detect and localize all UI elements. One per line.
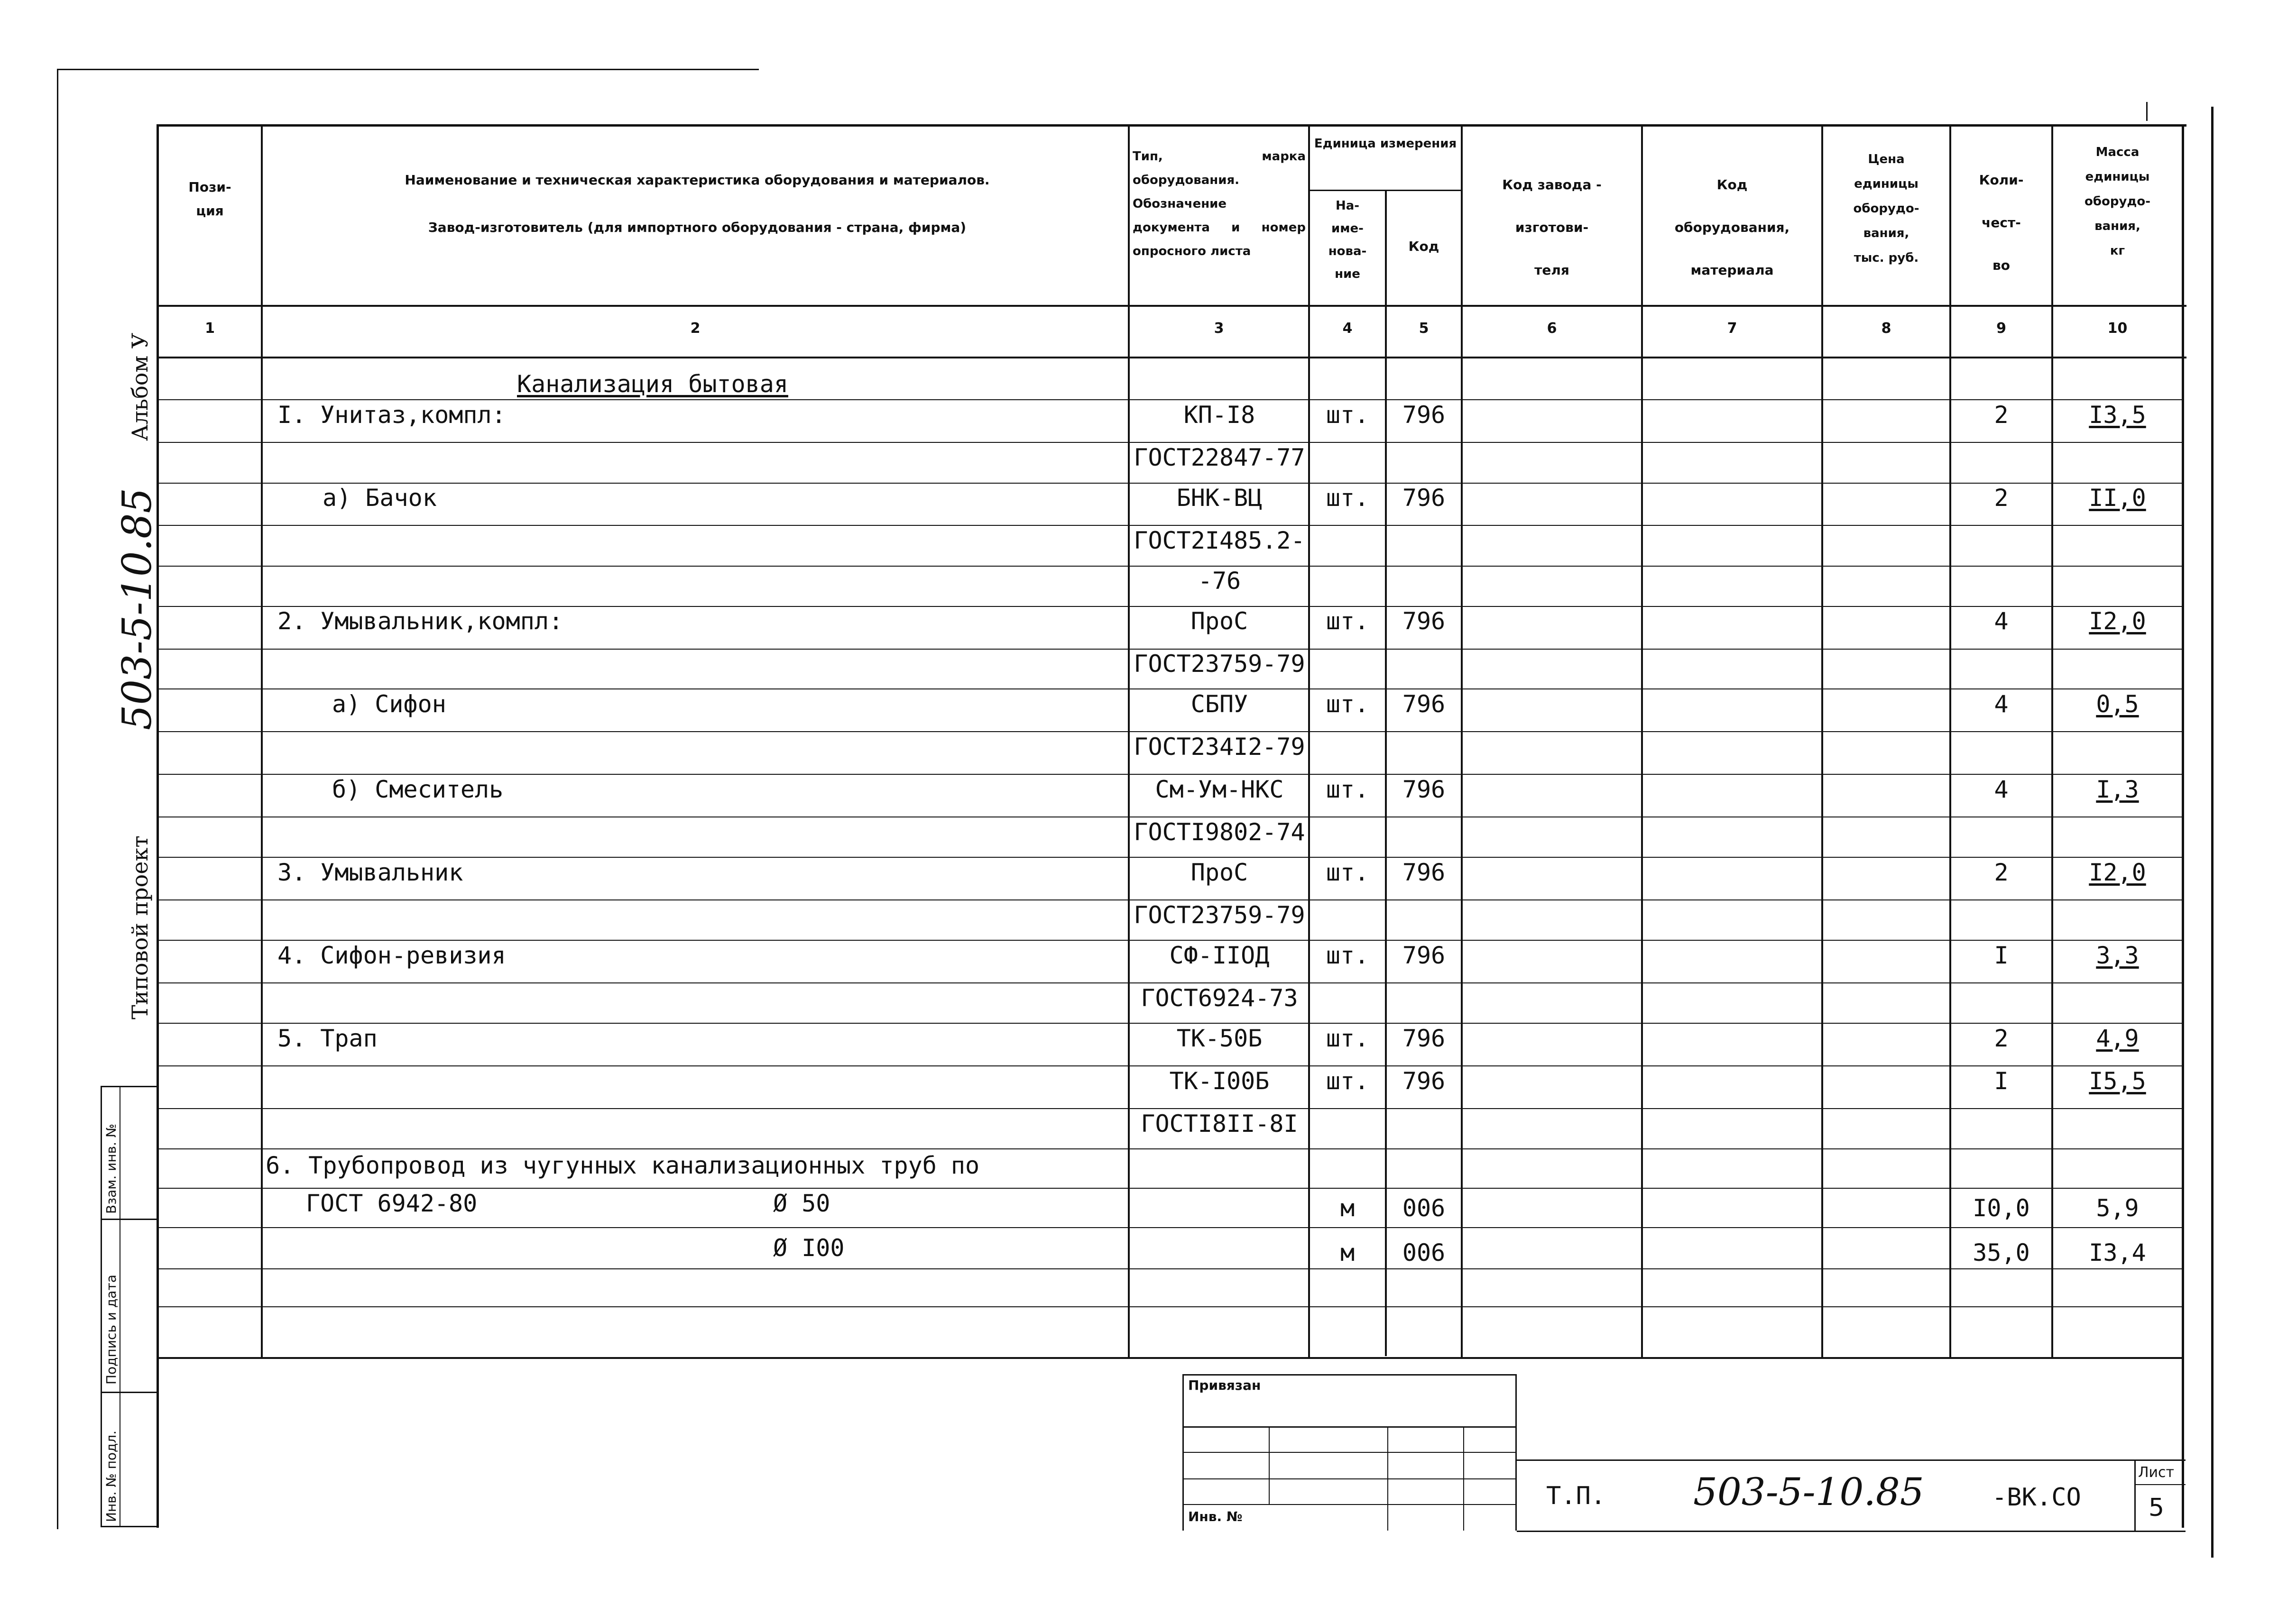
cell-mass: I2,0 [2089,607,2146,635]
pipe-qty-2: 35,0 [1973,1239,2030,1266]
cell-code: 796 [1402,401,1446,429]
row-line [159,442,2182,443]
row-line [159,1188,2182,1189]
stamp-number: 503-5-10.85 [1693,1470,1924,1514]
stamp-strip-bottom [101,1526,159,1527]
cell-type: ГОСТ23759-79 [1134,650,1305,678]
stamp-col3 [1463,1426,1464,1531]
cell-qty: I [1994,1067,2009,1095]
section-title: Канализация бытовая [517,370,788,398]
cell-name: б) Смеситель [332,776,504,803]
header-name-a: Наименование и техническая характеристика оборудования и материалов. [405,172,990,188]
col-divider-2 [1128,124,1130,1357]
pipe-gost: ГОСТ 6942-80 [306,1190,478,1217]
cell-type: ТК-50Б [1176,1025,1263,1052]
side-inv-podl: Инв. № подл. [103,1430,119,1522]
row-line [159,399,2182,400]
colnum-4: 4 [1342,320,1353,337]
row-line [159,1306,2182,1307]
cell-unit: шт. [1326,401,1369,429]
pipe-d50: Ø 50 [773,1190,830,1217]
cell-type: ГОСТ6924-73 [1141,984,1298,1012]
cell-mass: II,0 [2089,484,2146,512]
cell-name: 2. Умывальник,компл: [277,607,563,635]
colnum-10: 10 [2107,320,2128,337]
cell-type: ГОСТ234I2-79 [1134,733,1305,761]
colnum-2: 2 [690,320,701,337]
row-line [159,1065,2182,1066]
cell-unit: шт. [1326,1025,1369,1052]
pipe-qty-1: I0,0 [1973,1194,2030,1222]
stamp-privyazan: Привязан [1188,1377,1261,1393]
cell-qty: 4 [1994,607,2009,635]
stamp-strip-left [101,1086,102,1527]
header-factory-code: Код завода - изготови- теля [1502,177,1602,278]
row-line [159,857,2182,858]
cell-name: а) Бачок [323,484,437,512]
row-line [159,899,2182,900]
row-line [159,940,2182,941]
colnum-8: 8 [1881,320,1891,337]
pipe-code-1: 006 [1402,1194,1446,1222]
cell-qty: 2 [1994,1025,2009,1052]
cell-type: ГОСТI9802-74 [1134,818,1305,846]
cell-name: 3. Умывальник [277,859,463,886]
right-edge-line [2211,107,2214,1558]
side-podpis: Подпись и дата [103,1275,119,1385]
sheet-box-left [2134,1459,2136,1531]
pipe-unit-1: м [1340,1194,1355,1222]
pipe-d100: Ø I00 [773,1234,845,1262]
col-divider-5 [1461,124,1463,1357]
row-line [159,1227,2182,1228]
header-position: Пози- ция [188,179,231,219]
stamp-row4 [1182,1504,1517,1505]
header-bottom-line [157,305,2186,307]
col-divider-3 [1308,124,1310,1357]
row-line [159,525,2182,526]
pipe-mass-1: 5,9 [2096,1194,2139,1222]
colnum-3: 3 [1214,320,1224,337]
pipe-mass-2: I3,4 [2089,1239,2146,1266]
stamp-strip-div1 [101,1219,159,1220]
cell-code: 796 [1402,1067,1446,1095]
cell-type: СБПУ [1190,690,1248,718]
side-type: Типовой проект [127,835,153,1019]
col-divider-9 [2051,124,2053,1357]
row-line [159,1148,2182,1149]
colnum-bottom-line [157,357,2186,358]
col-divider-4 [1385,190,1387,1356]
cell-name: а) Сифон [332,690,446,718]
cell-qty: 4 [1994,776,2009,803]
cell-name: 4. Сифон-ревизия [277,942,506,969]
header-unit-name: На- име- нова- ние [1328,199,1367,281]
header-unit: Единица измерения [1314,137,1457,151]
pipe-unit-2: м [1340,1239,1355,1266]
side-album: Альбом У [127,332,153,441]
cell-mass: I,3 [2096,776,2139,803]
header-equipment-code: Код оборудования, материала [1674,177,1790,278]
cell-mass: 3,3 [2096,942,2139,969]
colnum-7: 7 [1727,320,1737,337]
col-divider-1 [261,124,263,1357]
side-zam-inv: Взам. инв. № [103,1123,119,1214]
cell-code: 796 [1402,776,1446,803]
cell-unit: шт. [1326,1067,1369,1095]
unit-subheader-line [1308,190,1461,191]
cell-mass: I5,5 [2089,1067,2146,1095]
cell-name: 5. Трап [277,1025,378,1052]
cell-mass: I2,0 [2089,859,2146,886]
row-line [159,688,2182,689]
cell-type: ГОСТ23759-79 [1134,901,1305,929]
table-top-line [157,124,2186,127]
cell-qty: 2 [1994,401,2009,429]
header-unit-code: Код [1408,239,1439,254]
stamp-row2 [1182,1452,1517,1453]
cell-type: СФ-IIОД [1169,942,1270,969]
left-edge-line [57,69,58,1529]
row-line [159,731,2182,732]
colnum-9: 9 [1996,320,2006,337]
cell-name: I. Унитаз,компл: [277,401,506,429]
row-line [159,1108,2182,1109]
cell-qty: 2 [1994,859,2009,886]
top-edge-line [57,69,759,70]
titleblock-bottom [1517,1531,2186,1532]
stamp-inv: Инв. № [1188,1509,1243,1524]
cell-type: ПроС [1190,859,1248,886]
cell-unit: шт. [1326,942,1369,969]
row-line [159,982,2182,983]
header-quantity: Коли- чест- во [1979,172,2024,273]
corner-tick [2146,102,2148,121]
cell-code: 796 [1402,690,1446,718]
sheet-box-divider [2134,1484,2186,1485]
cell-type: ТК-I00Б [1169,1067,1270,1095]
pipe-description: 6. Трубопровод из чугунных канализационных труб по [266,1152,980,1179]
col-divider-8 [1949,124,1951,1357]
sheet-number: 5 [2149,1494,2165,1522]
header-mass: Масса единицы оборудо- вания, кг [2084,145,2151,258]
cell-mass: 0,5 [2096,690,2139,718]
stamp-top [1182,1374,1517,1376]
cell-type: КП-I8 [1183,401,1255,429]
cell-qty: 4 [1994,690,2009,718]
row-line [159,1023,2182,1024]
stamp-col2 [1387,1426,1388,1531]
colnum-1: 1 [205,320,215,337]
cell-code: 796 [1402,1025,1446,1052]
header-type: Тип, марка оборудования. Обозначение документа и номер опросного листа [1133,149,1306,258]
row-line [159,774,2182,775]
cell-mass: 4,9 [2096,1025,2139,1052]
pipe-code-2: 006 [1402,1239,1446,1266]
cell-mass: I3,5 [2089,401,2146,429]
cell-type: ГОСТ22847-77 [1134,444,1305,471]
cell-unit: шт. [1326,484,1369,512]
cell-type: ГОСТI8II-8I [1141,1110,1298,1138]
cell-code: 796 [1402,859,1446,886]
stamp-strip-div2 [101,1392,159,1393]
stamp-tp: Т.П. [1546,1482,1606,1510]
sheet-label: Лист [2138,1464,2175,1481]
stamp-row1 [1182,1426,1517,1428]
cell-unit: шт. [1326,690,1369,718]
stamp-row3 [1182,1478,1517,1479]
side-project-code: 503-5-10.85 [114,487,160,730]
titleblock-top [1517,1459,2186,1461]
cell-code: 796 [1402,484,1446,512]
cell-code: 796 [1402,607,1446,635]
cell-qty: I [1994,942,2009,969]
cell-unit: шт. [1326,607,1369,635]
stamp-col1 [1269,1426,1270,1505]
colnum-5: 5 [1419,320,1429,337]
stamp-strip-top [101,1086,159,1087]
cell-type: -76 [1198,567,1241,595]
cell-type: ГОСТ2I485.2- [1134,527,1305,554]
stamp-suffix: -ВК.СО [1992,1483,2081,1512]
header-name-b: Завод-изготовитель (для импортного оборудования - страна, фирма) [428,220,967,235]
table-bottom-line [159,1357,2184,1359]
cell-code: 796 [1402,942,1446,969]
colnum-6: 6 [1547,320,1557,337]
cell-type: БНК-ВЦ [1176,484,1263,512]
row-line [159,1268,2182,1269]
cell-qty: 2 [1994,484,2009,512]
col-divider-7 [1821,124,1823,1357]
cell-type: См-Ум-НКС [1155,776,1284,803]
header-price: Цена единицы оборудо- вания, тыс. руб. [1853,152,1919,265]
col-divider-6 [1641,124,1643,1357]
cell-type: ПроС [1190,607,1248,635]
cell-unit: шт. [1326,776,1369,803]
cell-unit: шт. [1326,859,1369,886]
table-right-line [2182,124,2184,1528]
